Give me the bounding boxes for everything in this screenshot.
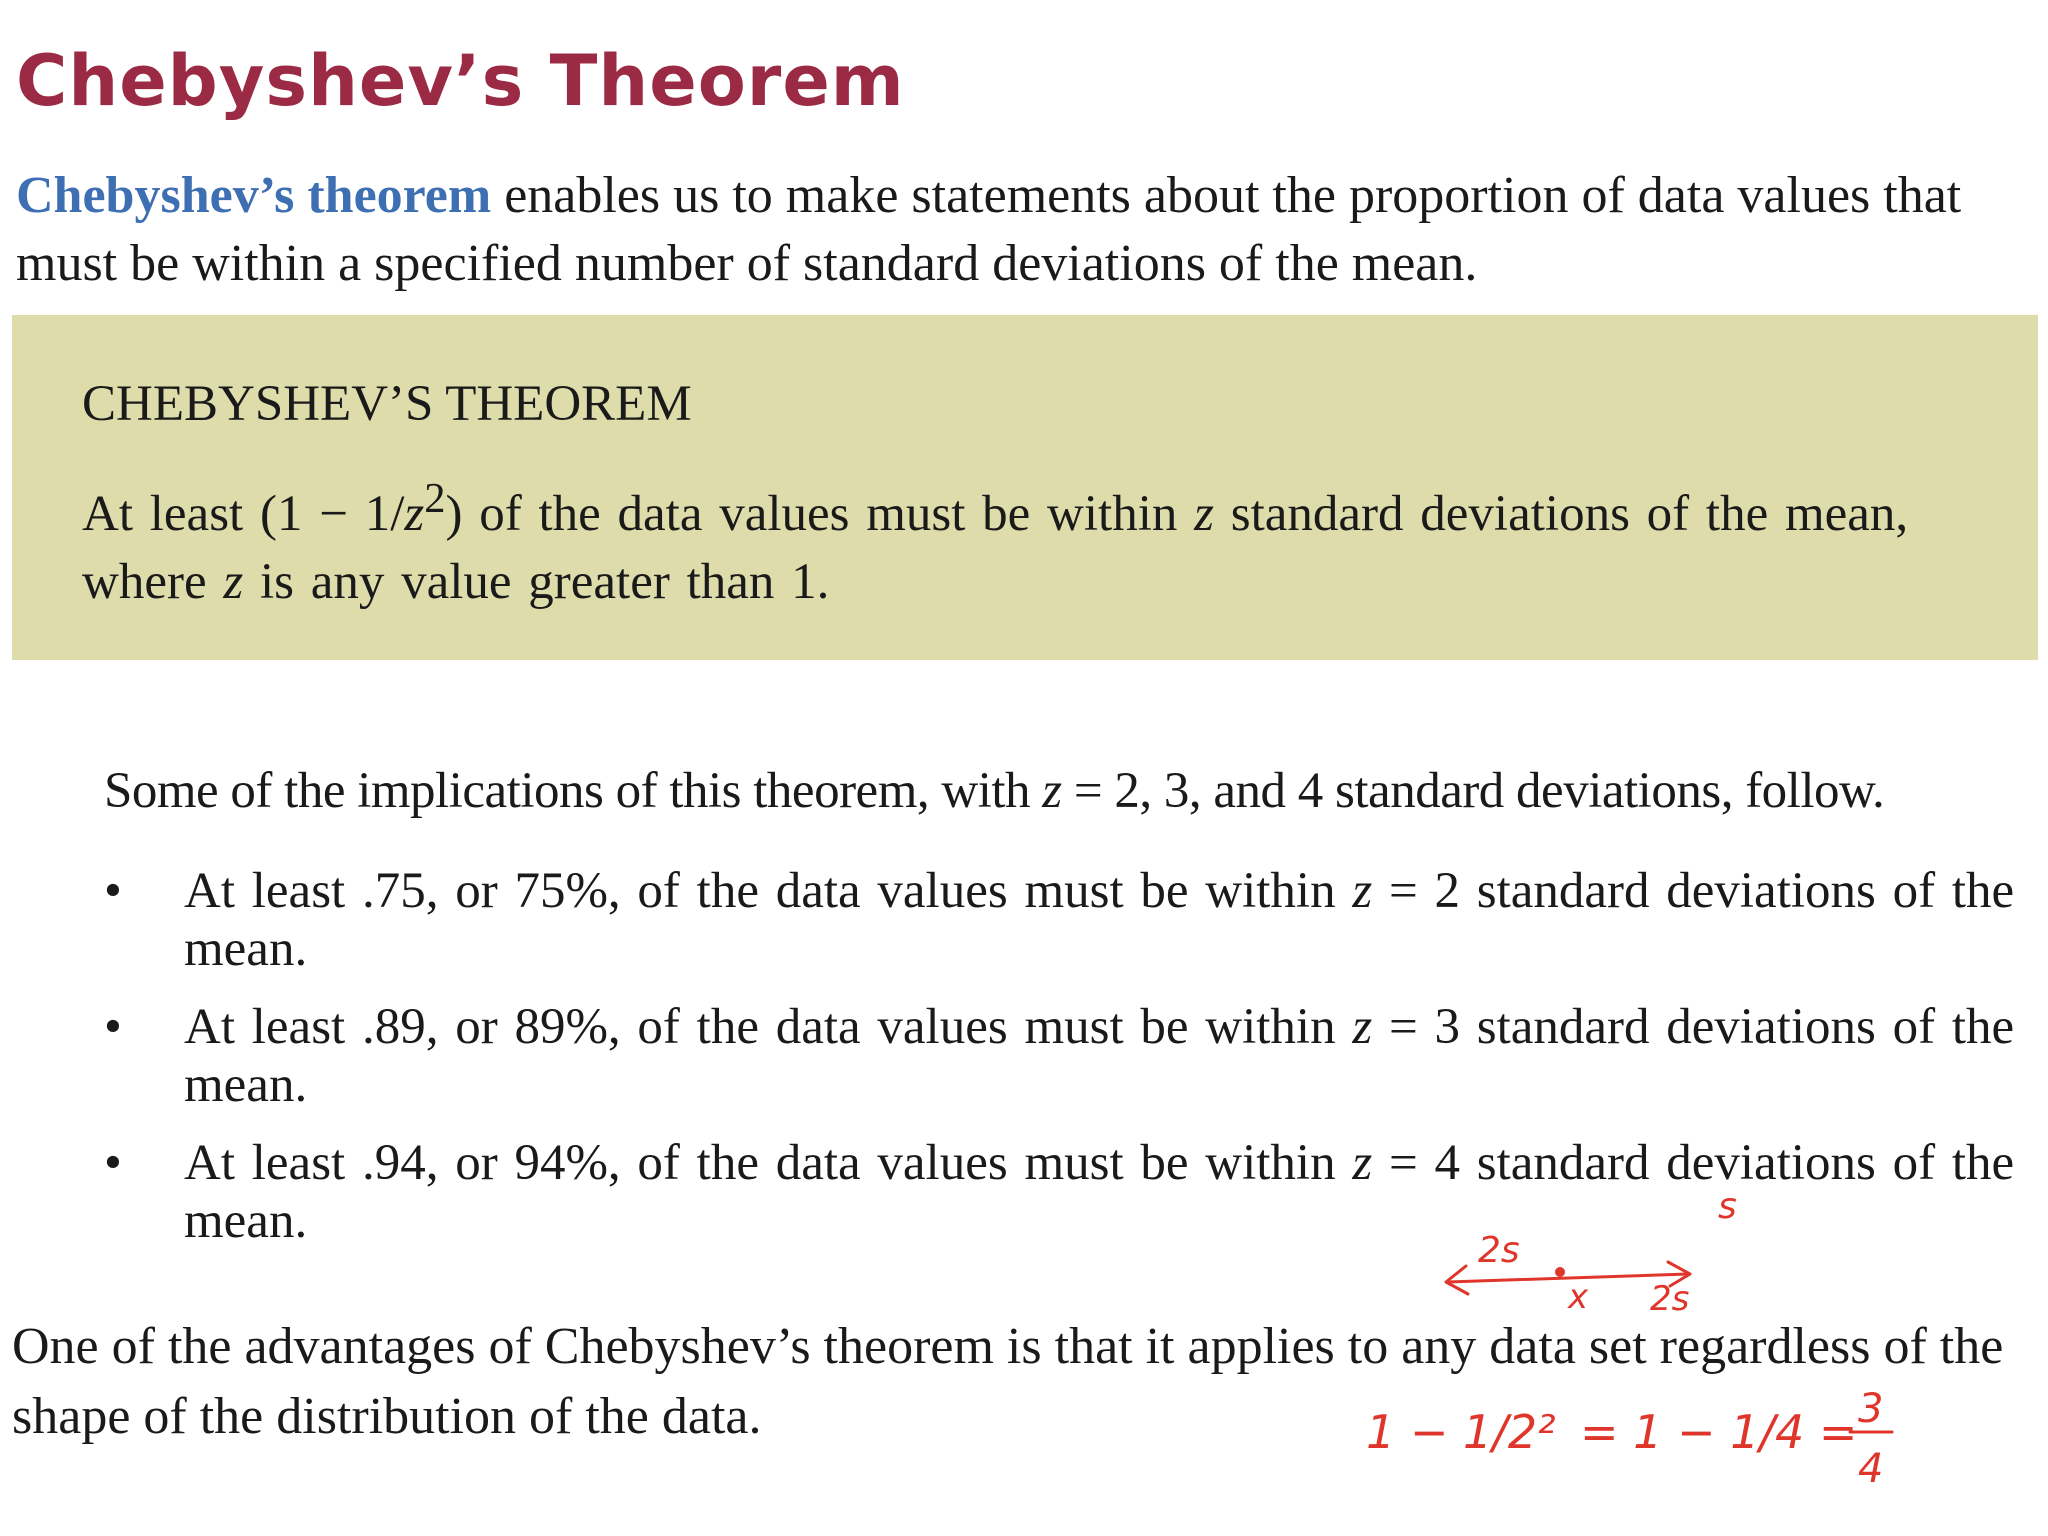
variable-z: z: [1352, 999, 1373, 1055]
bullet-text: = 4 standard deviations of the mean.: [184, 1135, 2015, 1249]
variable-z: z: [1194, 486, 1215, 542]
implications-sentence: [104, 762, 2034, 820]
bullet-icon: •: [104, 999, 122, 1055]
bullet-text: = 2 standard deviations of the mean.: [184, 863, 2015, 977]
handwritten-s-label: s: [1718, 1186, 1737, 1227]
implications-text: Some of the implications of this theorem, with: [104, 763, 1043, 819]
bullet-icon: •: [104, 1135, 122, 1191]
advantages-paragraph: One of the advantages of Chebyshev’s theorem is that it applies to any data set regardless of the shape of the distribution of the data.: [12, 1318, 2004, 1445]
page-title: Chebyshev’s Theorem: [16, 40, 905, 122]
handwritten-left-label: 2s: [1478, 1230, 1520, 1271]
theorem-term: Chebyshev’s theorem: [16, 167, 492, 224]
variable-z: z: [223, 554, 244, 610]
handwritten-arrow-line: [1448, 1274, 1688, 1282]
implications-list: [100, 862, 2040, 1270]
bullet-icon: •: [104, 863, 122, 919]
bullet-text: At least .94, or 94%, of the data values must be within: [184, 1135, 1353, 1191]
handwritten-equation-lhs: 1 − 1/2²: [1366, 1405, 1556, 1459]
bullet-text: At least .89, or 89%, of the data values must be within: [184, 999, 1353, 1055]
variable-z: z: [1352, 1135, 1373, 1191]
list-item: [100, 1134, 2040, 1250]
intro-paragraph: [16, 162, 2026, 298]
handwritten-center-label: x: [1568, 1277, 1589, 1317]
handwritten-left-arrowhead: [1446, 1266, 1468, 1294]
variable-z: z: [1042, 763, 1062, 819]
theorem-text-part: ) of the data values must be within: [445, 486, 1195, 542]
theorem-box: [12, 315, 2038, 660]
theorem-text-part: At least (1 − 1/: [82, 486, 405, 542]
handwritten-right-label: 2s: [1650, 1279, 1690, 1319]
bullet-text: At least .75, or 75%, of the data values must be within: [184, 863, 1353, 919]
list-item: [100, 998, 2040, 1114]
bullet-text: = 3 standard deviations of the mean.: [184, 999, 2015, 1113]
intro-text: enables us to make statements about the proportion of data values that must be within a specified number of standard deviations of the mean.: [16, 167, 1962, 292]
theorem-text-part: standard deviations of the mean, where: [82, 486, 1909, 610]
variable-z: z: [404, 486, 425, 542]
theorem-text-part: is any value greater than 1.: [243, 554, 830, 610]
superscript-2: 2: [424, 475, 446, 522]
theorem-statement: [82, 465, 1978, 616]
variable-z: z: [1352, 863, 1373, 919]
handwritten-equation-mid: = 1 − 1/4 =: [1580, 1405, 1858, 1459]
theorem-box-heading: CHEBYSHEV’S THEOREM: [82, 376, 692, 432]
handwritten-fraction-numerator: 3: [1858, 1386, 1884, 1432]
implications-text: = 2, 3, and 4 standard deviations, follow.: [1061, 763, 1885, 819]
handwritten-fraction-denominator: 4: [1858, 1446, 1884, 1492]
list-item: [100, 862, 2040, 978]
